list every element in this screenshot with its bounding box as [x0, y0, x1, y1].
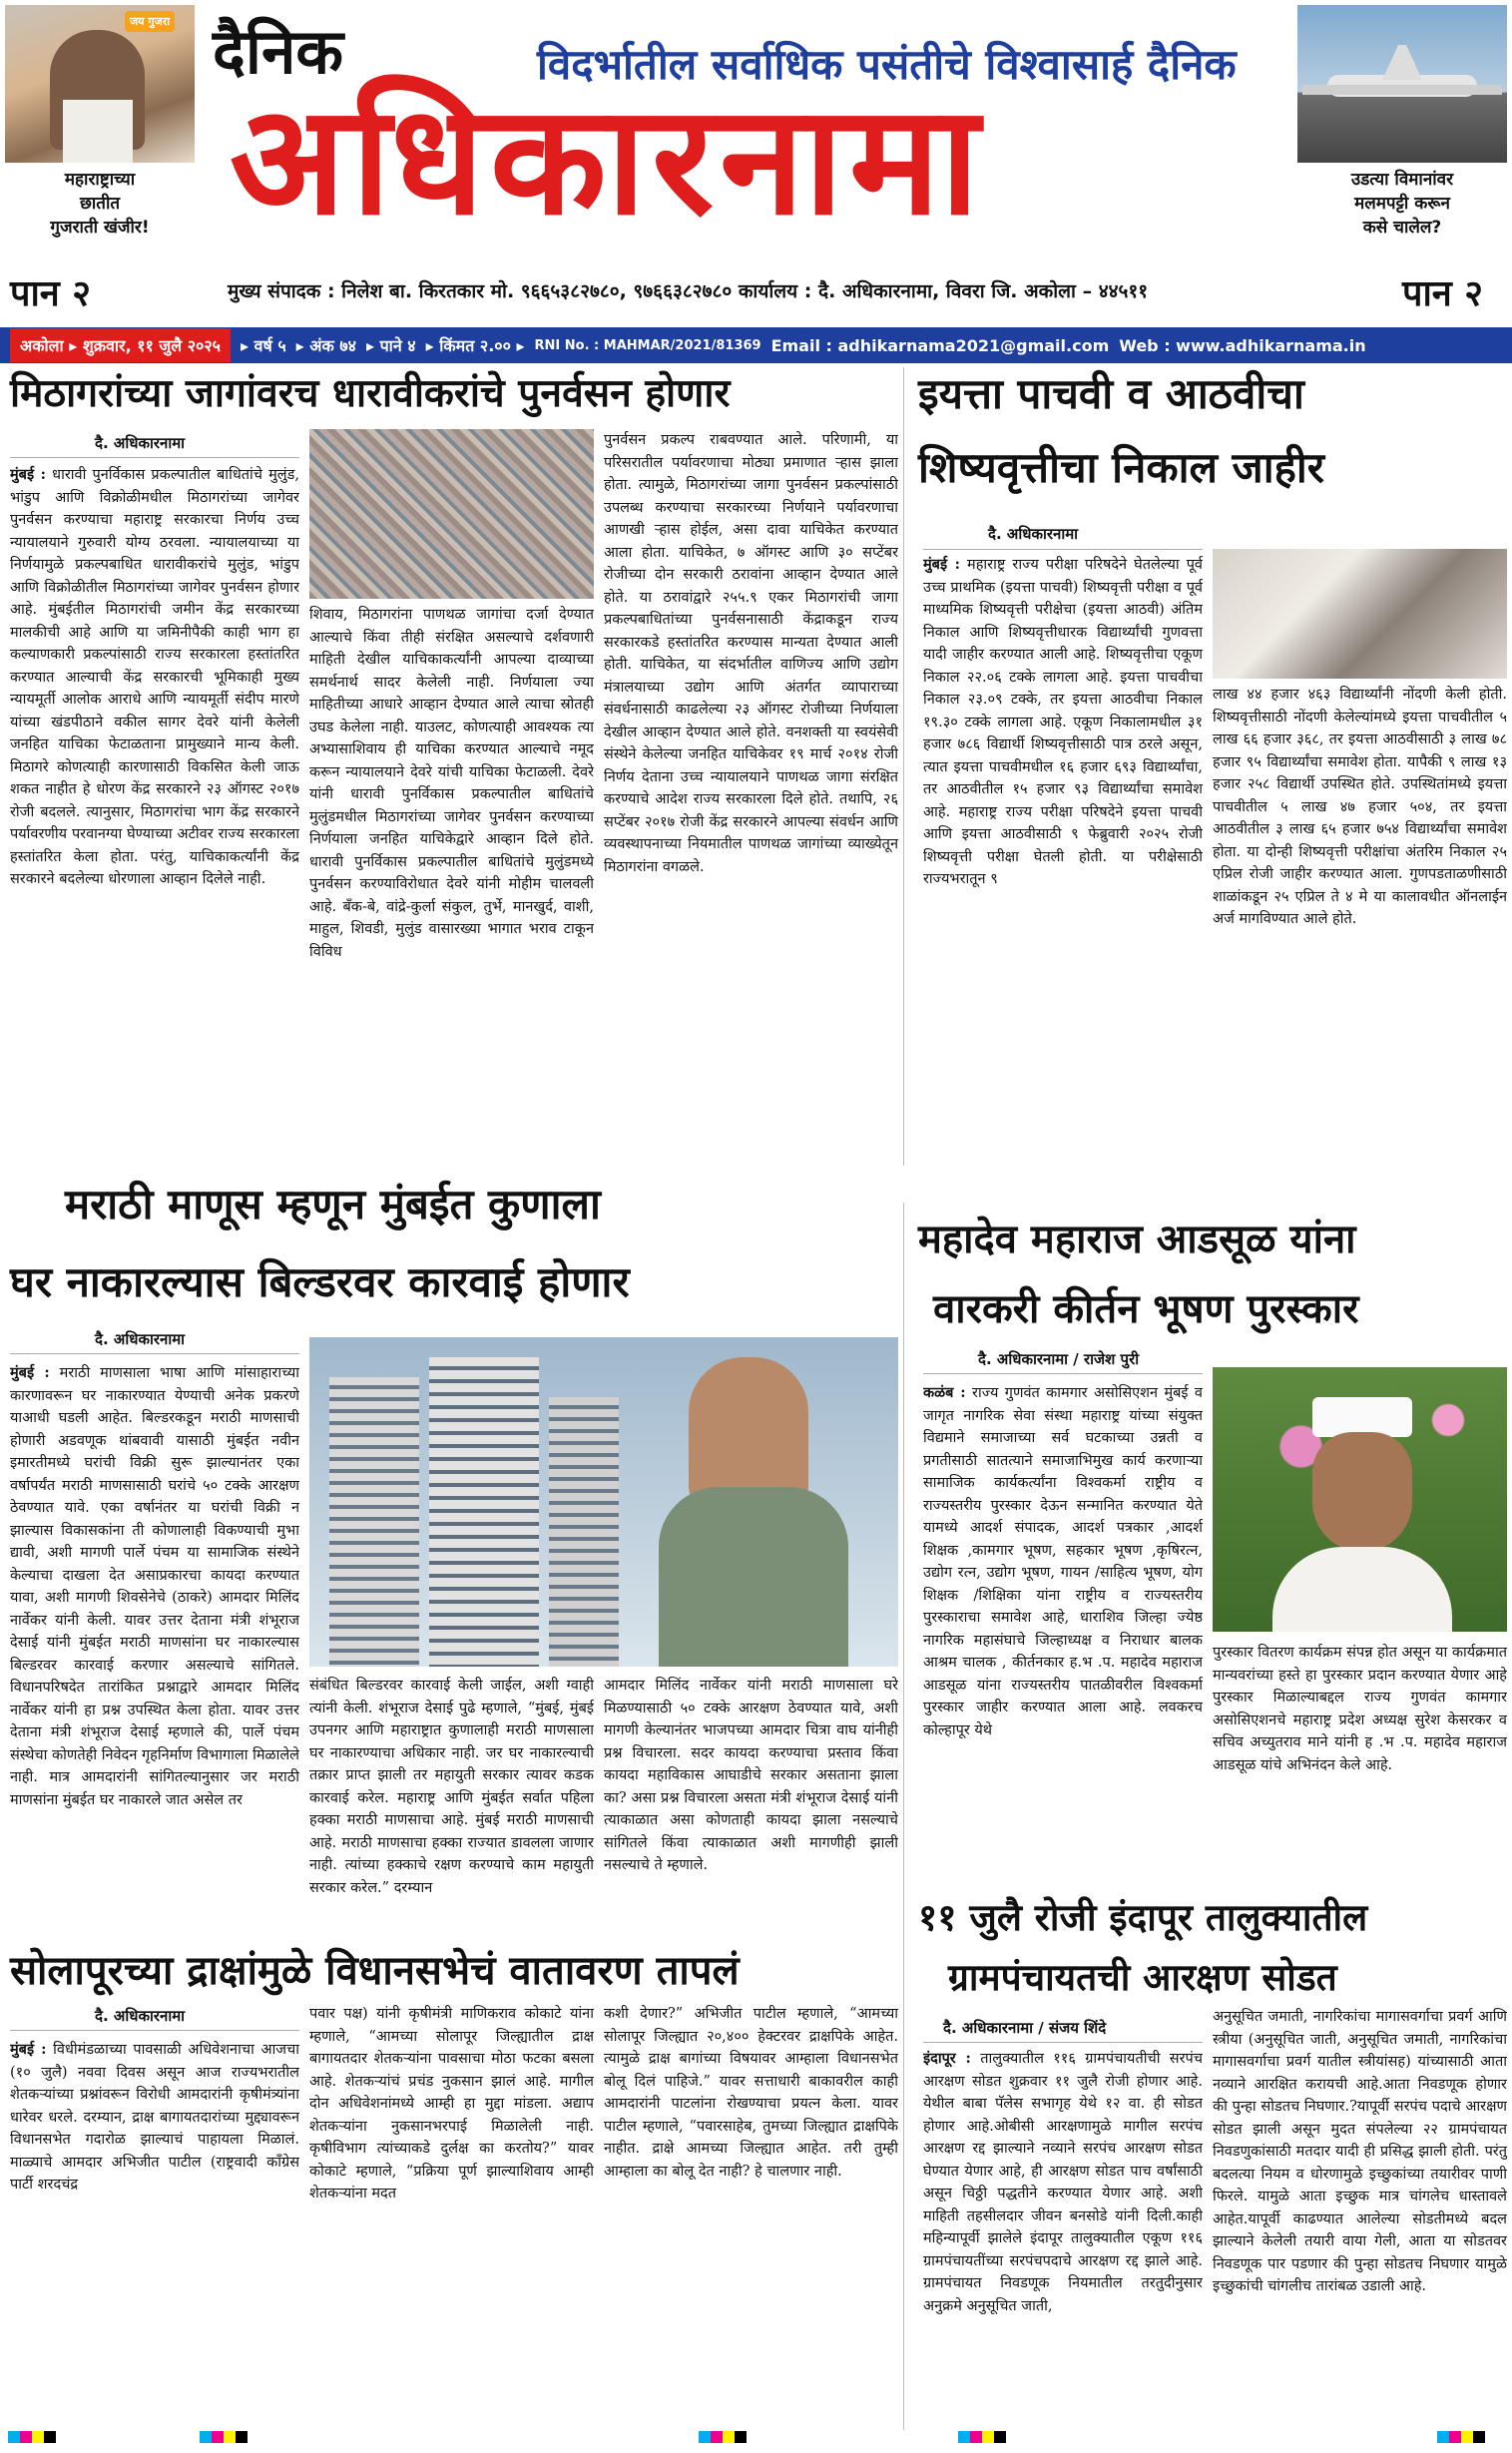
awardee-photo	[1213, 1367, 1507, 1632]
a2-col2: लाख ४४ हजार ४६३ विद्यार्थ्यांनी नोंदणी केली होती. शिष्यवृत्तीसाठी नोंदणी केलेल्यांमध्ये इयत्ता पाचवीतील ५ लाख ६६ हजार ३६८, तर इयत्ता आठवीसाठी ३ लाख ७८ हजार ९५ विद्यार्थ्यांचा समावेश होता. यापैकी ९ लाख १३ हजार २५८ विद्यार्थी उपस्थित होते. उपस्थितांमध्ये इयत्ता पाचवीतील ५ लाख ४७ हजार ५०४, तर इयत्ता आठवीतील ३ लाख ६५ हजार ७५४ विद्यार्थ्यांचा समावेश होता. या दोन्ही शिष्यवृत्ती परीक्षांचा अंतरिम निकाल २५ एप्रिल रोजी जाहीर करण्यात आला. गुणपडताळणीसाठी शाळांकडून २५ एप्रिल ते ४ मे या कालावधीत ऑनलाईन अर्ज मागविण्यात आले होते.	[1213, 687, 1507, 927]
left-caption: महाराष्ट्राच्या छातीत गुजराती खंजीर!	[50, 170, 150, 238]
a2-headline-1: इयत्ता पाचवी व आठवीचा	[918, 369, 1304, 418]
a1-col2: शिवाय, मिठागरांना पाणथळ जागांचा दर्जा देण्यात आल्याचे किंवा तीही संरक्षित असल्याचे दर्शवणारी माहिती देखील याचिकाकर्त्यांनी आपल्या दाव्याच्या समर्थनार्थ सादर केलेली नाही. निर्णयाला ज्या माहितीच्या आधारे आव्हान देण्यात आले त्याचा स्रोतही उघड केलेला नाही. याउलट, कोणत्याही आवश्यक त्या अभ्यासाशिवाय ही याचिका करण्यात आल्याचे नमूद करून न्यायालयाने देवरे यांची याचिका फेटाळली. देवरे यांनी धारावी पुनर्विकास प्रकल्पातील बाधितांचे मुलुंडमधील मिठागरांच्या जागेवर पुनर्वसन करण्याच्या निर्णयाला जनहित याचिकेद्वारे आव्हान दिले होते. धारावी पुनर्विकास प्रकल्पातील बाधितांचे मुलुंडमध्ये पुनर्वसन करण्याविरोधात देवरे यांनी मोहीम चालवली आहे. बँक-बे, वांद्रे-कुर्ला संकुल, तुर्भे, मानखुर्द, वाशी, माहुल, शिवडी, मुलुंड वासारख्या भागात भराव टाकून विविध	[309, 607, 594, 960]
a3-headline-1: मराठी माणूस म्हणून मुंबईत कुणाला	[65, 1180, 601, 1228]
badge: जय गुजरा	[125, 11, 175, 32]
politician-photo	[5, 5, 195, 163]
rni: RNI No. : MAHMAR/2021/81369	[534, 337, 761, 353]
price: ▸ किंमत २.०० ▸	[425, 336, 525, 355]
a5-byline: दै. अधिकारनामा	[95, 2007, 186, 2025]
a6-col1: इंदापूर : तालुक्यातील ११६ ग्रामपंचायतीची सरपंच आरक्षण सोडत शुक्रवार ११ जुलै रोजी होणार आहे. येथील बाबा पॅलेस सभागृह येथे १२ वा. ही सोडत होणार आहे.ओबीसी आरक्षणामुळे मागील सरपंच आरक्षण रद्द झाल्याने नव्याने सरपंच आरक्षण सोडत घेण्यात येणार आहे, ही आरक्षण सोडत पाच वर्षांसाठी असून चिठ्ठी पद्धतीने करण्यात येणार आहे. अशी माहिती तहसीलदार जीवन बनसोडे यांनी दिली.काही महिन्यापूर्वी झालेले इंदापूर तालुक्यातील एकूण ११६ ग्रामपंचायतींच्या सरपंचपदाचे आरक्षण रद्द झाले आहे. ग्रामपंचायत निवडणूक नियमातील तरतुदीनुसार अनुक्रमे अनुसूचित जाती,	[923, 2050, 1203, 2314]
a5-col2: पवार पक्ष) यांनी कृषीमंत्री माणिकराव कोकाटे यांना म्हणाले, “आमच्या सोलापूर जिल्ह्यातील द्राक्ष बागायतदार शेतकऱ्यांना पावसाचा मोठा फटका बसला आहे. शेतकऱ्यांचं प्रचंड नुकसान झालं आहे. मागील दोन अधिवेशनांमध्ये आम्ही हा मुद्दा मांडला. अद्याप शेतकऱ्यांना नुकसानभरपाई मिळालेली नाही. कृषीविभाग त्यांच्याकडे दुर्लक्ष का करतोय?” यावर कोकाटे म्हणाले, “प्रक्रिया पूर्ण झाल्याशिवाय आम्ही शेतकऱ्यांना मदत	[309, 2006, 594, 2202]
cmyk-mark	[8, 2431, 56, 2443]
pages: ▸ पाने ४	[365, 336, 416, 355]
a1-col3: पुनर्वसन प्रकल्प राबवण्यात आले. परिणामी, या परिसरातील पर्यावरणाचा मोठ्या प्रमाणात ऱ्हास झाला होता. त्यामुळे, मिठागरांच्या जागा पुनर्वसन प्रकल्पांसाठी उपलब्ध करण्याचा सरकारच्या निर्णयाने पर्यावरणाचा आणखी ऱ्हास होईल, असा दावा याचिकेत करण्यात आला होता. याचिकेत, ७ ऑगस्ट आणि ३० सप्टेंबर रोजीच्या दोन सरकारी ठरावांना आव्हान देण्यात आले होते. या ठरावांद्वारे २५५.९ एकर मिठागरांची जागा प्रकल्पबाधितांच्या पुनर्वसनासाठी केंद्राकडून राज्य सरकारकडे हस्तांतरित करण्यास मान्यता देण्यात आली होती. याचिकेत, या संदर्भातील वाणिज्य आणि उद्योग मंत्रालयाच्या उद्योग आणि अंतर्गत व्यापाराच्या संवर्धनासाठी काढलेल्या २३ ऑगस्ट रोजीच्या निर्णयाला देखील आव्हान देण्यात आले होते. वनशक्ती या स्वयंसेवी संस्थेने केलेल्या जनहित याचिकेवर १९ मार्च २०१४ रोजी निर्णय देताना उच्च न्यायालयाने पाणथळ जागा संरक्षित करण्याचे आदेश राज्य सरकारला दिले होते. तथापि, २६ सप्टेंबर २०१७ रोजी केंद्र सरकारने आपल्या संवर्धन आणि व्यवस्थापनाच्या नियमातील पाणथळ जागांच्या व्याख्येतून मिठागरांना वगळले.	[604, 432, 898, 875]
issue: ▸ अंक ७४	[295, 336, 356, 355]
builder-photo	[309, 1337, 898, 1667]
a5-headline: सोलापूरच्या द्राक्षांमुळे विधानसभेचं वातावरण तापलं	[10, 1948, 740, 1994]
a4-col2: पुरस्कार वितरण कार्यक्रम संपन्न होत असून या कार्यक्रमात मान्यवरांच्या हस्ते हा पुरस्कार प्रदान करण्यात येणार आहे पुरस्कार मिळाल्याबद्दल राज्य गुणवंत कामगार असोसिएशनचे महाराष्ट्र प्रदेश अध्यक्ष सुरेश केसरकर व सचिव अच्युतराव माने यांनी ह .भ .प. महादेव महाराज आडसूळ यांचे अभिनंदन केले आहे.	[1213, 1645, 1507, 1773]
a4-col1: कळंब : राज्य गुणवंत कामगार असोसिएशन मुंबई व जागृत नागरिक सेवा संस्था महाराष्ट्र यांच्या संयुक्त विद्यमाने समाजाच्या सर्व घटकाच्या उन्नती व प्रगतीसाठी सातत्याने समाजाभिमुख कार्य करणाऱ्या सामाजिक कार्यकर्त्यांना विश्वकर्मा राष्ट्रीय व राज्यस्तरीय पुरस्कार देऊन सन्मानित करण्यात येते यामध्ये आदर्श संपादक, आदर्श पत्रकार ,आदर्श शिक्षक ,कामगार भूषण, सहकार भूषण ,कृषिरत्न, उद्योग रत्न, उद्योग भूषण, गायन /साहित्य भूषण, योग शिक्षक /शिक्षिका यांना राष्ट्रीय व राज्यस्तरीय पुरस्काराचा समावेश आहे, धाराशिव जिल्हा ज्येष्ठ नागरिक महासंघाचे जिल्हाध्यक्ष व निराधार बालक आश्रम चालक , कीर्तनकार ह.भ .प. महादेव महाराज आडसूळ यांना राज्यस्तरीय पातळीवरील विश्वकर्मा पुरस्कार जाहीर करण्यात आला आहे. लवकरच कोल्हापूर येथे	[923, 1384, 1203, 1738]
cmyk-mark	[200, 2431, 248, 2443]
a1-byline: दै. अधिकारनामा	[95, 434, 186, 452]
a4-byline: दै. अधिकारनामा / राजेश पुरी	[978, 1350, 1140, 1368]
email: Email : adhikarnama2021@gmail.com	[770, 335, 1110, 355]
exam-photo	[1213, 549, 1507, 679]
a5-col1: मुंबई : विधीमंडळाच्या पावसाळी अधिवेशनाचा आजचा (१० जुलै) नववा दिवस असून आज राज्यभरातील शेतकऱ्यांच्या प्रश्नांवरून विरोधी आमदारांनी कृषीमंत्र्यांना धारेवर धरले. दरम्यान, द्राक्ष बागायतदारांच्या मुद्द्यावरून विधानसभेत गदारोळ झाल्याचं पाहायला मिळालं. माळ्याचे आमदार अभिजीत पाटील (राष्ट्रवादी काँग्रेस पार्टी शरदचंद्र	[10, 2041, 299, 2193]
page-label-right: पान २	[1402, 273, 1484, 314]
a4-headline-1: महादेव महाराज आडसूळ यांना	[918, 1217, 1356, 1262]
dharavi-photo	[309, 429, 594, 599]
a6-headline-2: ग्रामपंचायतची आरक्षण सोडत	[948, 1956, 1337, 1999]
masthead-daink: दैनिक	[213, 15, 344, 88]
a5-col3: कशी देणार?” अभिजीत पाटील म्हणाले, “आमच्या सोलापूर जिल्ह्यात २०,४०० हेक्टरवर द्राक्षपिके आहेत. त्यामुळे द्राक्ष बागांच्या विषयावर आम्हाला विधानसभेत बोलू दिलं पाहिजे.” यावर सत्ताधारी बाकावरील काही आमदारांनी पाटलांना रोखण्याचा प्रयत्न केला. यावर पाटील म्हणाले, “पवारसाहेब, तुमच्या जिल्ह्यात द्राक्षपिके नाहीत. द्राक्षे आमच्या जिल्ह्यात आहेत. तरी तुम्ही आम्हाला का बोलू देत नाही? हे चालणार नाही.	[604, 2006, 898, 2180]
a1-col1: मुंबई : धारावी पुनर्विकास प्रकल्पातील बाधितांचे मुलुंड, भांडुप आणि विक्रोळीमधील मिठागरांच्या जागेवर पुनर्वसन करण्याचा महाराष्ट्र सरकारचा निर्णय उच्च न्यायालयाने गुरुवारी योग्य ठरवला. न्यायालयाच्या या निर्णयामुळे प्रकल्पबाधित धारावीकरांचे मुलुंड, भांडुप आणि विक्रोळीतील मिठागरांच्या जागेवर पुनर्वसन होणार आहे. मुंबईतील मिठागरांची जमीन केंद्र सरकारच्या मालकीची आहे आणि या जमिनीपैकी काही भाग हा कल्याणकारी प्रकल्पांसाठी राज्य सरकारला हस्तांतरित करण्यात आल्याची केंद्र सरकारची भूमिकाही मुख्य न्यायमूर्ती आलोक आराधे आणि न्यायमूर्ती संदीप मारणे यांच्या खंडपीठाने वकील सागर देवरे यांनी केलेली जनहित याचिका फेटाळताना प्रामुख्याने मान्य केली. मिठागरे कोणत्याही कारणासाठी विकसित केली जाऊ शकत नाहीत हे धोरण केंद्र सरकारने २३ ऑगस्ट २०१७ रोजी बदलले. त्यानुसार, मिठागरांचा भाग केंद्र सरकारने पर्यावरणीय परवानग्या घेण्याच्या अटीवर राज्य सरकारला हस्तांतरित केला होता. परंतु, याचिकाकर्त्यांनी केंद्र सरकारने बदलेल्या धोरणाला आव्हान दिलेले नाही.	[10, 466, 299, 887]
a6-col2: अनुसूचित जमाती, नागरिकांचा मागासवर्गाचा प्रवर्ग आणि स्त्रीया (अनुसूचित जाती, अनुसूचित जमाती, नागरिकांचा मागासवर्गाचा प्रवर्ग यातील स्त्रीयांसह) यांच्यासाठी आता नव्याने आरक्षित करायची आहे.आता निवडणूक होणार की पुन्हा सोडतच निघणार.?यापूर्वी सरपंच पदाचे आरक्षण सोडत झाली असून मुदत संपलेल्या २२ ग्रामपंचायत निवडणुकांसाठी मतदार यादी ही प्रसिद्ध झाली होती. परंतु बदलत्या नियम व धोरणामुळे इच्छुकांच्या तयारीवर पाणी फिरले. यामुळे आता इच्छुक मात्र चांगलेच धास्तावले आहेत.यापूर्वी काढण्यात आलेल्या सोडतीमध्ये बदल झाल्याने केलेली तयारी वाया गेली, आता या सोडतवर निवडणूक पार पडणार की पुन्हा सोडतच निघणार यामुळे इच्छुकांची चांगलीच तारांबळ उडाली आहे.	[1213, 2009, 1507, 2294]
a2-col1: मुंबई : महाराष्ट्र राज्य परीक्षा परिषदेने घेतलेल्या पूर्व उच्च प्राथमिक (इयत्ता पाचवी) शिष्यवृत्ती परीक्षा व पूर्व माध्यमिक शिष्यवृत्ती परीक्षेचा (इयत्ता आठवी) अंतिम निकाल आणि शिष्यवृत्तीधारक विद्यार्थ्यांची गुणवत्ता यादी जाहीर करण्यात आली आहे. शिष्यवृत्तीचा एकूण निकाल २२.०६ टक्के लागला आहे. इयत्ता पाचवीचा निकाल २३.०९ टक्के, तर इयत्ता आठवीचा निकाल १९.३० टक्के लागला आहे. एकूण निकालामधील ३१ हजार ७८६ विद्यार्थी शिष्यवृत्तीसाठी पात्र ठरले असून, त्यात इयत्ता पाचवीमधील १६ हजार ६९३ विद्यार्थ्यांचा, तर आठवीतील १५ हजार ९३ विद्यार्थ्यांचा समावेश आहे. महाराष्ट्र राज्य परीक्षा परिषदेने इयत्ता पाचवी आणि इयत्ता आठवीसाठी ९ फेब्रुवारी २०२५ रोजी शिष्यवृत्ती परीक्षा घेतली होती. या परीक्षेसाठी राज्यभरातून ९	[923, 556, 1203, 887]
cmyk-mark	[699, 2431, 747, 2443]
a2-byline: दै. अधिकारनामा	[988, 525, 1079, 543]
a2-headline-2: शिष्यवृत्तीचा निकाल जाहीर	[918, 443, 1324, 492]
info-bar	[0, 327, 1512, 363]
a3-col3: आमदार मिलिंद नार्वेकर यांनी मराठी माणसाला घरे मिळण्यासाठी ५० टक्के आरक्षण ठेवण्यात यावे, अशी मागणी केल्यानंतर भाजपच्या आमदार चित्रा वाघ यांनीही प्रश्न विचारला. सदर कायदा करण्याचा प्रस्ताव किंवा कायदा महाविकास आघाडीचे सरकार असताना झाला का? असा प्रश्न विचारला असता मंत्री शंभूराज देसाई यांनी त्याकाळात असा कोणताही कायदा झाला नसल्याचे सांगितले किंवा त्याकाळात अशी मागणीही झाली नसल्याचे ते म्हणाले.	[604, 1678, 898, 1873]
right-caption: उडत्या विमानांवर मलमपट्टी करून कसे चालेल?	[1350, 170, 1454, 238]
a3-byline: दै. अधिकारनामा	[95, 1330, 186, 1348]
cmyk-mark	[1437, 2431, 1485, 2443]
a3-headline-2: घर नाकारल्यास बिल्डरवर कारवाई होणार	[10, 1257, 630, 1306]
cmyk-mark	[958, 2431, 1006, 2443]
a3-col1: मुंबई : मराठी माणसाला भाषा आणि मांसाहाराच्या कारणावरून घर नाकारण्यात येण्याची अनेक प्रकरणे याआधी घडली आहेत. बिल्डरकडून मराठी माणसाची होणारी अडवणूक थांबवावी यासाठी मुंबईत नवीन इमारतीमध्ये घरांची विक्री सुरू झाल्यानंतर एका वर्षापर्यंत मराठी माणसासाठी घरांचे ५० टक्के आरक्षण ठेवण्यात यावे. एका वर्षानंतर या घरांची विक्री न झाल्यास विकासकांना ती कोणालाही विकण्याची मुभा द्यावी, अशी मागणी पार्ले पंचम या सामाजिक संस्थेने केल्याचा दाखला देत असाप्रकारचा कायदा करण्यात यावा, अशी मागणी शिवसेनेचे (ठाकरे) आमदार मिलिंद नार्वेकर यांनी केली. यावर उत्तर देताना मंत्री शंभूराज देसाई यांनी मुंबईत मराठी माणसांना घर नाकारल्यास बिल्डरवर कारवाई करणार असल्याचे सांगितले. विधानपरिषदेत तारांकित प्रश्नाद्वारे आमदार मिलिंद नार्वेकर यांनी हा प्रश्न उपस्थित केला होता. यावर उत्तर देताना मंत्री शंभूराज देसाई म्हणाले की, पार्ले पंचम संस्थेचा कोणतेही निवेदन गृहनिर्माण विभागाला मिळालेले नाही. मात्र आमदारांनी सांगितल्यानुसार जर मराठी माणसांना मुंबईत घर नाकारले जात असेल तर	[10, 1364, 299, 1808]
masthead-tagline: विदर्भातील सर्वाधिक पसंतीचे विश्वासार्ह दैनिक	[537, 40, 1237, 89]
a4-headline-2: वारकरी कीर्तन भूषण पुरस्कार	[933, 1286, 1359, 1332]
website: Web : www.adhikarnama.in	[1119, 335, 1366, 355]
page-label-left: पान २	[10, 273, 92, 314]
a6-byline: दै. अधिकारनामा / संजय शिंदे	[943, 2019, 1107, 2037]
date: अकोला ▸ शुक्रवार, ११ जुलै २०२५	[10, 328, 231, 362]
year: ▸ वर्ष ५	[241, 336, 286, 355]
masthead-title: अधिकारनामा	[230, 70, 986, 248]
a1-headline: मिठागरांच्या जागांवरच धारावीकरांचे पुनर्वसन होणार	[10, 371, 731, 416]
editor-line: मुख्य संपादक : निलेश बा. किरतकार मो. ९६६५३८२७८०, ९७६६३८२७८० कार्यालय : दै. अधिकारनामा, विवरा जि. अकोला – ४४५११	[228, 280, 1149, 302]
a3-col2: संबंधित बिल्डरवर कारवाई केली जाईल, अशी ग्वाही त्यांनी केली. शंभूराज देसाई पुढे म्हणाले, “मुंबई, मुंबई उपनगर आणि महाराष्ट्रात कुणालाही मराठी माणसाला घर नाकारण्याचा अधिकार नाही. जर घर नाकारल्याची तक्रार प्राप्त झाली तर महायुती सरकार त्यावर कडक कारवाई करेल. महाराष्ट्र आणि मुंबईत सर्वात पहिला हक्का मराठी माणसाचा आहे. मुंबई मराठी माणसाची आहे. मराठी माणसाचा हक्का राज्यात डावलला जाणार नाही. त्यांच्या हक्काचे रक्षण करण्याचे काम महायुती सरकार करेल.” दरम्यान	[309, 1678, 594, 1896]
a6-headline-1: ११ जुलै रोजी इंदापूर तालुक्यातील	[918, 1896, 1368, 1939]
airplane-photo	[1297, 5, 1507, 163]
